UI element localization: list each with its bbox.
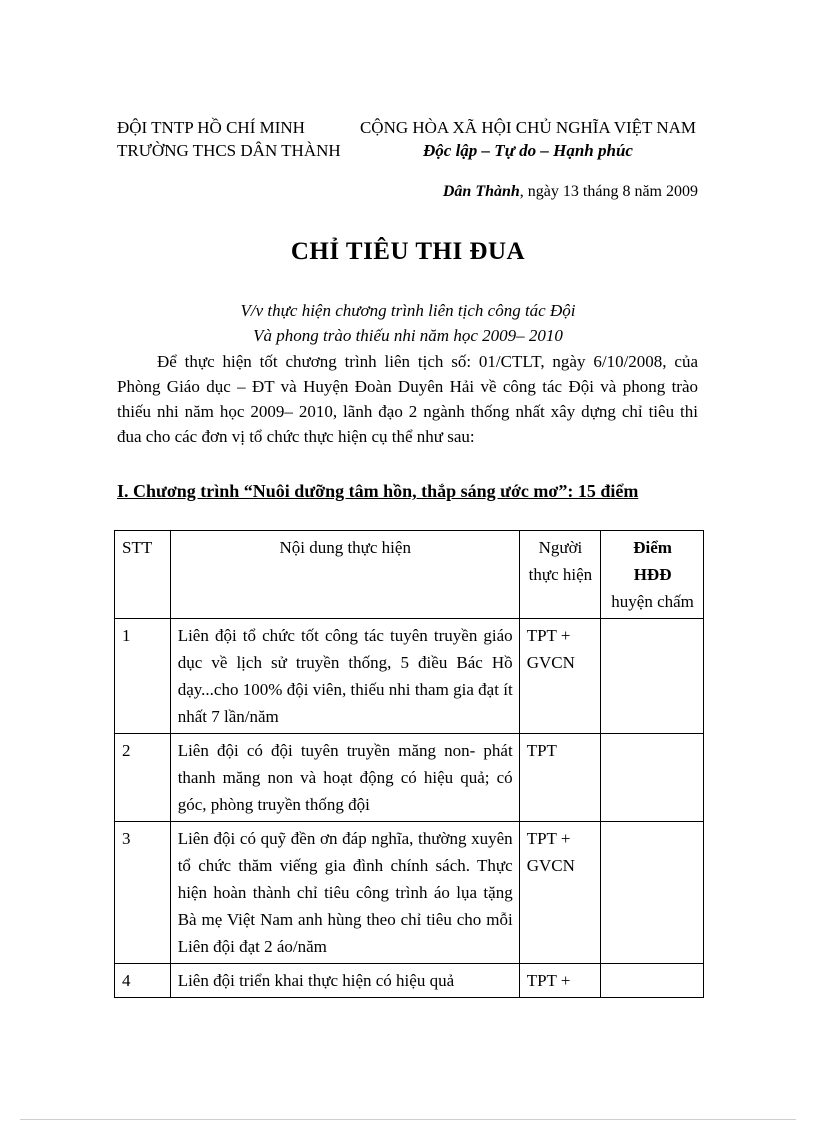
table-row <box>115 619 704 734</box>
row-who: TPT + <box>519 964 601 998</box>
table-header-row <box>115 531 704 619</box>
date-text: , ngày 13 tháng 8 năm 2009 <box>519 183 698 200</box>
row-content: Liên đội tổ chức tốt công tác tuyên truyền giáo dục về lịch sử truyền thống, 5 điều Bác Hồ dạy...cho 100% đội viên, thiếu nhi tham gia đạt ít nhất 7 lần/năm <box>170 619 519 734</box>
row-score <box>601 964 704 998</box>
header-score <box>601 531 704 619</box>
document-title: CHỈ TIÊU THI ĐUA <box>290 238 526 265</box>
organization-header <box>117 116 341 162</box>
national-motto: Độc lập – Tự do – Hạnh phúc <box>423 141 633 160</box>
criteria-table <box>114 530 704 998</box>
header-who: Người thực hiện <box>519 531 601 619</box>
row-stt: 3 <box>115 822 171 964</box>
school-name: TRƯỜNG THCS DÂN THÀNH <box>117 141 341 160</box>
page-bottom-rule <box>20 1119 796 1120</box>
row-score <box>601 734 704 822</box>
row-stt: 1 <box>115 619 171 734</box>
row-who: TPT + GVCN <box>519 822 601 964</box>
row-content: Liên đội có quỹ đền ơn đáp nghĩa, thường xuyên tổ chức thăm viếng gia đình chính sách. Thực hiện hoàn thành chỉ tiêu công trình áo lụa tặng Bà mẹ Việt Nam anh hùng theo chỉ tiêu cho mỗi Liên đội đạt 2 áo/năm <box>170 822 519 964</box>
row-content: Liên đội có đội tuyên truyền măng non- phát thanh măng non và hoạt động có hiệu quả; có góc, phòng truyền thống đội <box>170 734 519 822</box>
national-header <box>358 116 698 162</box>
row-who: TPT + GVCN <box>519 619 601 734</box>
intro-paragraph: Để thực hiện tốt chương trình liên tịch số: 01/CTLT, ngày 6/10/2008, của Phòng Giáo dục – ĐT và Huyện Đoàn Duyên Hải về công tác Đội và phong trào thiếu nhi năm học 2009– 2010, lãnh đạo 2 ngành thống nhất xây dựng chỉ tiêu thi đua cho các đơn vị tổ chức thực hiện cụ thể như sau: <box>117 352 698 446</box>
date-place: Dân Thành <box>442 183 520 200</box>
header-content: Nội dung thực hiện <box>170 531 519 619</box>
document-subtitle <box>0 298 816 348</box>
date-line <box>443 183 698 201</box>
subtitle-line-1: V/v thực hiện chương trình liên tịch công tác Đội <box>240 301 576 320</box>
table-row <box>115 734 704 822</box>
org-name: ĐỘI TNTP HỒ CHÍ MINH <box>117 118 305 137</box>
row-stt: 4 <box>115 964 171 998</box>
row-stt: 2 <box>115 734 171 822</box>
subtitle-line-2: Và phong trào thiếu nhi năm học 2009– 2010 <box>253 326 563 345</box>
header-score-line-1: Điểm <box>633 538 672 557</box>
row-score <box>601 619 704 734</box>
header-score-line-3: huyện chấm <box>611 592 694 611</box>
table-row <box>115 964 704 998</box>
row-content: Liên đội triển khai thực hiện có hiệu quả <box>170 964 519 998</box>
national-title: CỘNG HÒA XÃ HỘI CHỦ NGHĨA VIỆT NAM <box>359 118 697 137</box>
header-stt: STT <box>115 531 171 619</box>
section-heading: I. Chương trình “Nuôi dưỡng tâm hồn, thắp sáng ước mơ”: 15 điểm <box>117 481 639 501</box>
row-who: TPT <box>519 734 601 822</box>
table-row <box>115 822 704 964</box>
header-score-line-2: HĐĐ <box>633 565 672 584</box>
row-score <box>601 822 704 964</box>
